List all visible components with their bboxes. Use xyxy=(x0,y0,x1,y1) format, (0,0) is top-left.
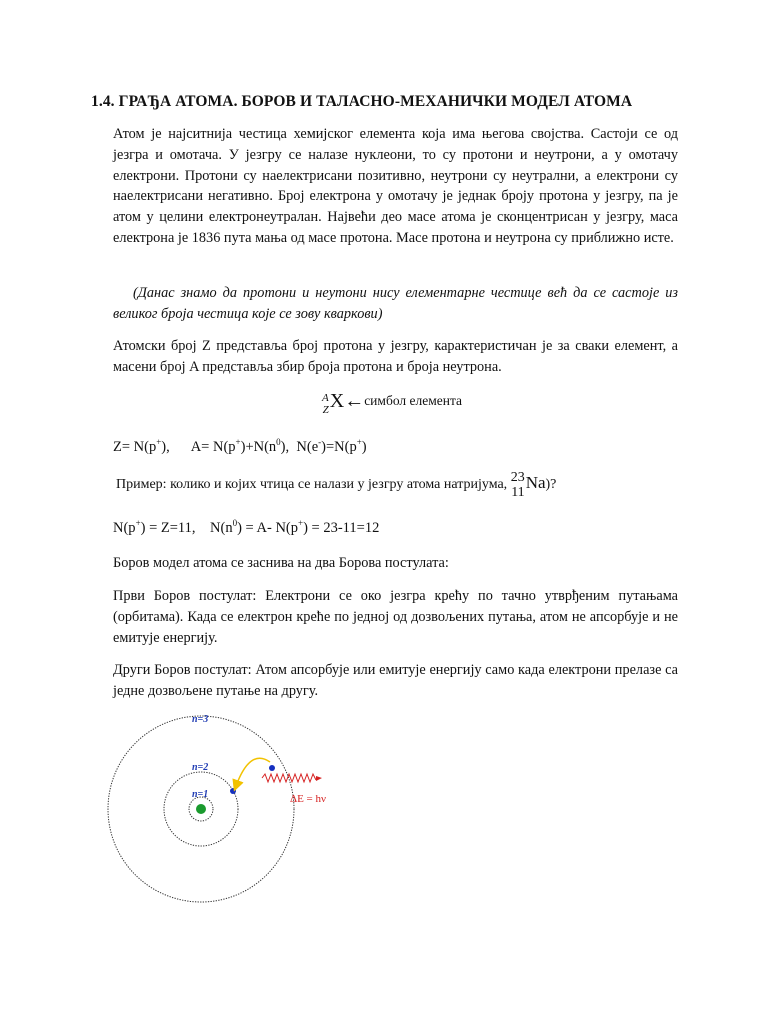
element-symbol-label: симбол елемента xyxy=(364,393,463,408)
atomic-number-paragraph: Атомски број Z представља број протона у језгру, карактеристичан је за сваки елемент, а масени број A представља збир броја протона и броја неутрона. xyxy=(113,338,678,375)
sodium-stack xyxy=(511,470,525,500)
element-symbol: X xyxy=(329,390,345,412)
sup-plus: + xyxy=(156,437,162,447)
wave-arrow-icon xyxy=(316,776,322,781)
answer-part4: ) = 23-11=12 xyxy=(303,519,380,536)
z-formula: Z= N(p xyxy=(113,438,157,455)
sodium-atomic: 11 xyxy=(511,485,525,500)
label-n1: n=1 xyxy=(192,789,209,800)
atomic-symbol: Z xyxy=(322,403,329,416)
example-question: Пример: колико и којих чтица се налази у језгру атома натријума, xyxy=(116,477,508,493)
photon-wave xyxy=(262,774,316,782)
sup-zero: 0 xyxy=(232,518,238,528)
a-formula-part1: A= N(p xyxy=(190,438,236,455)
label-n2: n=2 xyxy=(192,762,209,773)
label-n3: n=3 xyxy=(192,714,209,725)
arrow-icon: ← xyxy=(344,390,365,412)
answer-part3: ) = A- N(p xyxy=(237,519,299,536)
quark-note: (Данас знамо да протони и неутони нису елементарне честице већ да се састоје из великог броја честица које се зову кваркови) xyxy=(113,285,678,322)
example-line xyxy=(116,470,556,500)
nuclide-notation xyxy=(322,390,462,416)
postulate-1: Први Боров постулат: Електрони се око језгра крећу по тачно утврђеним путањама (орбитама). Када се електрон креће по једној од дозвољених путања, атом не апсорбује и не емитује енергију. xyxy=(113,588,678,646)
sup-plus: + xyxy=(235,437,241,447)
example-answer xyxy=(113,518,379,537)
energy-label: ΔE = hν xyxy=(290,793,326,805)
e-formula-part1: N(e xyxy=(296,438,319,455)
sodium-mass: 23 xyxy=(510,470,525,485)
sup-plus: + xyxy=(135,518,141,528)
nuclide-stack xyxy=(322,392,329,416)
bohr-intro: Боров модел атома се заснива на два Борова постулата: xyxy=(113,555,449,571)
nucleus xyxy=(196,804,206,814)
orbit-n3 xyxy=(108,716,294,902)
answer-part1: N(p xyxy=(113,519,136,536)
orbit-n1 xyxy=(189,797,213,821)
example-tail: )? xyxy=(545,477,557,493)
sodium-symbol: Na xyxy=(525,473,546,493)
answer-part2: ) = Z=11, N(n xyxy=(140,519,233,536)
transition-arrow xyxy=(236,758,270,786)
electron-inner xyxy=(230,788,236,794)
postulate-2: Други Боров постулат: Атом апсорбује или емитује енергију само када електрони прелазе са једне дозвољене путање на другу. xyxy=(113,662,678,699)
a-formula-part2: )+N(n xyxy=(240,438,277,455)
orbit-n2 xyxy=(164,772,238,846)
sup-plus: + xyxy=(356,437,362,447)
sup-zero: 0 xyxy=(276,437,281,447)
sup-plus: + xyxy=(298,518,304,528)
e-formula-part2: )=N(p xyxy=(321,438,357,455)
sup-minus: - xyxy=(318,437,322,447)
electron-outer xyxy=(269,765,275,771)
section-heading: 1.4. ГРАЂА АТОМА. БОРОВ И ТАЛАСНО-МЕХАНИЧКИ МОДЕЛ АТОМА xyxy=(91,93,633,110)
mass-symbol: A xyxy=(322,391,329,404)
intro-paragraph: Атом је најситнија честица хемијског елемента која има његова својства. Састоји се од језгра и омотача. У језгру се налазе нуклеони, то су протони и неутрони, а у омотачу електрони. Протони су наелектрисани позитивно, неутрони су неутрални, а електрони су наелектрисани негативно. Број електрона у омотачу је једнак броју протона у језгру, па је атом у целини електронеутралан. Највећи део масе атома је сконцентрисан у језгру, маса електрона је 1836 пута мања од масе протона. Масе протона и неутрона су приближно исте. xyxy=(113,126,678,246)
formula-line: Z= N(p+), $A= N(p^+)+N(n^0)$, N(e-)=N(p+) xyxy=(113,437,367,455)
